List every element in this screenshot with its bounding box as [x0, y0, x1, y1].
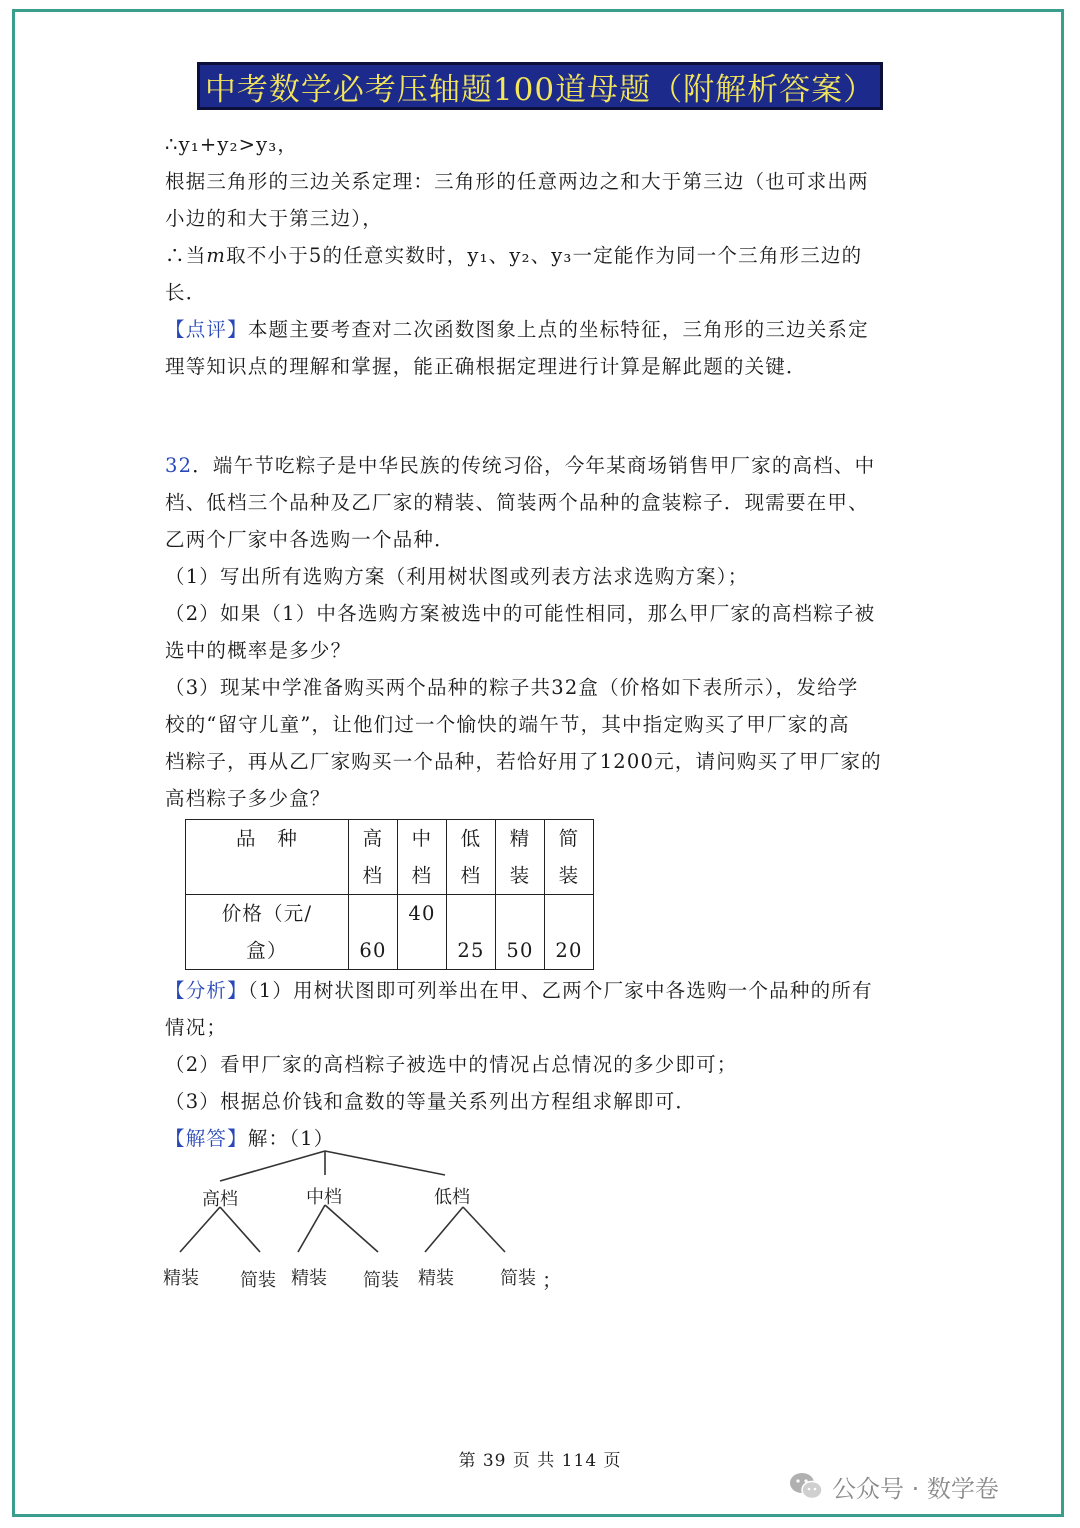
- table-header-cell: 品 种: [186, 820, 349, 895]
- text-line: 档粽子，再从乙厂家购买一个品种，若恰好用了1200元，请问购买了甲厂家的: [165, 750, 882, 773]
- analysis-line: [165, 972, 925, 1009]
- text-fragment: 取不小于5的任意实数时，y₁、y₂、y₃一定能作为同一个三角形三边的: [226, 244, 863, 267]
- tree-node: 精装: [418, 1268, 454, 1289]
- text-line: （2）看甲厂家的高档粽子被选中的情况占总情况的多少即可；: [165, 1053, 738, 1076]
- table-header-cell: 精 装: [496, 820, 545, 895]
- table-header-cell: 低 档: [447, 820, 496, 895]
- page-title: 中考数学必考压轴题100道母题（附解析答案）: [197, 62, 883, 110]
- wechat-icon: [788, 1471, 824, 1501]
- tree-node: 简装: [240, 1270, 276, 1291]
- tree-diagram: [150, 1145, 570, 1295]
- text-line: （3）现某中学准备购买两个品种的粽子共32盒（价格如下表所示），发给学: [165, 676, 859, 699]
- text-fragment: ．端午节吃粽子是中华民族的传统习俗，今年某商场销售甲厂家的高档、中: [192, 454, 876, 477]
- watermark-text: 公众号 · 数学卷: [832, 1474, 999, 1503]
- tree-node: 中档: [306, 1187, 342, 1208]
- table-row: [186, 895, 594, 970]
- text-line: 理等知识点的理解和掌握，能正确根据定理进行计算是解此题的关键．: [165, 355, 807, 378]
- tree-node: 简装: [500, 1268, 536, 1289]
- text-line: 高档粽子多少盒？: [165, 787, 331, 810]
- answer-tag: 【解答】: [165, 1127, 248, 1150]
- document-body: [165, 126, 925, 1157]
- text-line: 根据三角形的三边关系定理：三角形的任意两边之和大于第三边（也可求出两: [165, 170, 869, 193]
- text-line: （3）根据总价钱和盒数的等量关系列出方程组求解即可．: [165, 1090, 697, 1113]
- text-fragment: 解：（1）: [247, 1127, 335, 1150]
- text-line: 档、低档三个品种及乙厂家的精装、简装两个品种的盒装粽子．现需要在甲、: [165, 491, 869, 514]
- tree-node: 精装: [291, 1268, 327, 1289]
- tree-node: 简装: [363, 1270, 399, 1291]
- table-cell: 60: [349, 895, 398, 970]
- text-fragment: 本题主要考查对二次函数图象上点的坐标特征，三角形的三边关系定: [247, 318, 869, 341]
- comment-line: [165, 311, 925, 348]
- table-row: [186, 820, 594, 895]
- text-line: 长．: [165, 281, 207, 304]
- text-line: 小边的和大于第三边），: [165, 207, 383, 230]
- table-header-cell: 高 档: [349, 820, 398, 895]
- price-table: [185, 819, 594, 970]
- watermark: [788, 1466, 999, 1506]
- tree-node: 低档: [434, 1187, 470, 1208]
- tree-node: 高档: [202, 1189, 238, 1210]
- text-line: [165, 237, 925, 274]
- text-line: ∴y₁+y₂>y₃，: [165, 133, 299, 156]
- question-number: 32: [165, 454, 193, 477]
- analysis-tag: 【分析】: [165, 979, 248, 1002]
- text-line: 乙两个厂家中各选购一个品种．: [165, 528, 455, 551]
- text-fragment: （1）用树状图即可列举出在甲、乙两个厂家中各选购一个品种的所有: [247, 979, 873, 1002]
- text-line: 情况；: [165, 1016, 228, 1039]
- table-row-label: 价格（元/ 盒）: [186, 895, 349, 970]
- table-cell: 50: [496, 895, 545, 970]
- question-stem: [165, 447, 925, 484]
- text-fragment: ∴当: [165, 244, 207, 267]
- table-cell: 40: [398, 895, 447, 970]
- page-footer: 第 39 页 共 114 页: [458, 1451, 622, 1471]
- tree-node: 精装: [163, 1268, 199, 1289]
- comment-tag: 【点评】: [165, 318, 248, 341]
- text-line: 校的“留守儿童”，让他们过一个愉快的端午节，其中指定购买了甲厂家的高: [165, 713, 850, 736]
- table-cell: 25: [447, 895, 496, 970]
- text-line: 选中的概率是多少？: [165, 639, 352, 662]
- table-header-cell: 中 档: [398, 820, 447, 895]
- table-header-cell: 简 装: [545, 820, 594, 895]
- tree-tail: ；: [542, 1268, 562, 1292]
- text-line: （2）如果（1）中各选购方案被选中的可能性相同，那么甲厂家的高档粽子被: [165, 602, 876, 625]
- table-cell: 20: [545, 895, 594, 970]
- variable-m: m: [206, 244, 227, 267]
- text-line: （1）写出所有选购方案（利用树状图或列表方法求选购方案）；: [165, 565, 749, 588]
